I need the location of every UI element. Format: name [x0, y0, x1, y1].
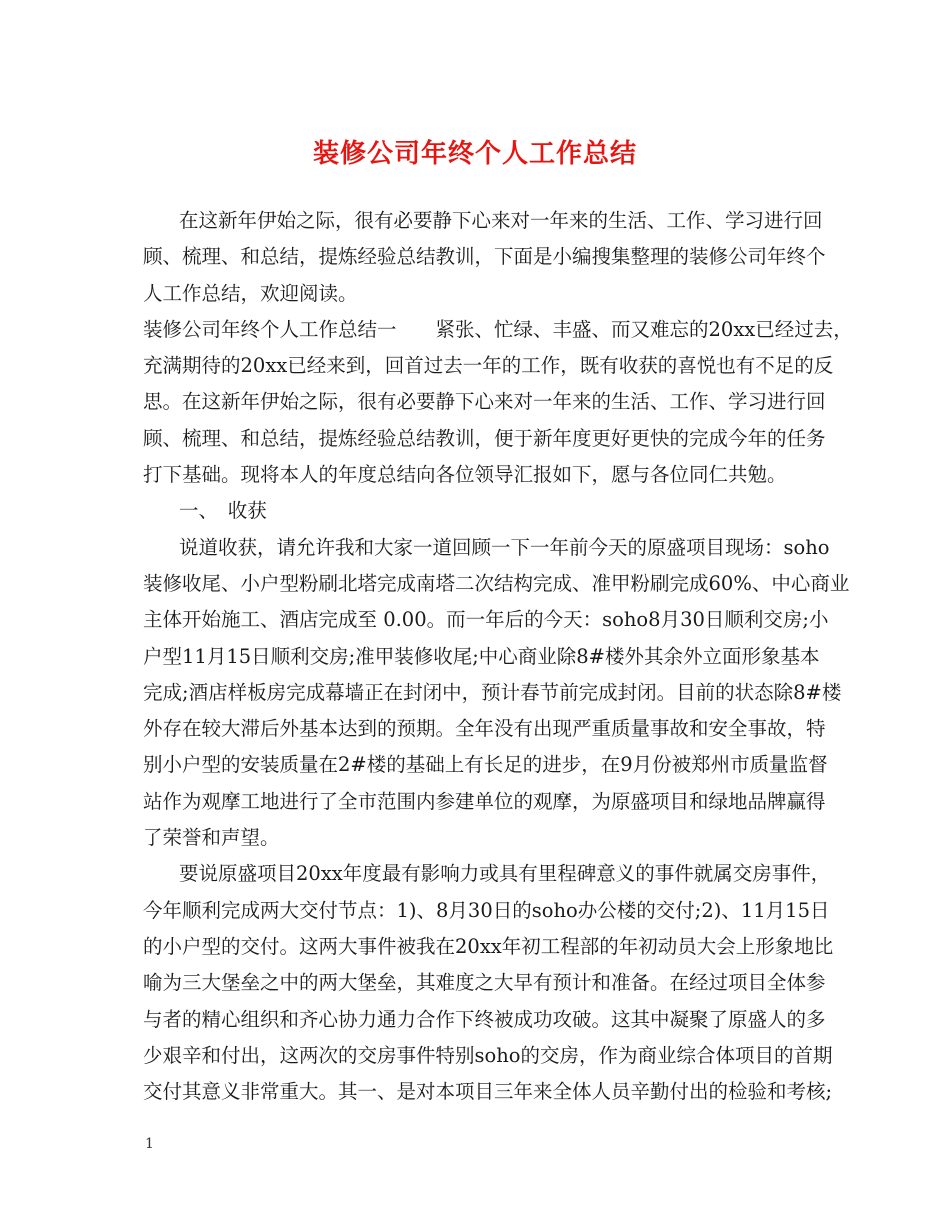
- text-line: 打下基础。现将本人的年度总结向各位领导汇报如下，愿与各位同仁共勉。: [143, 463, 787, 487]
- text-line: 与者的精心组织和齐心协力通力合作下终被成功攻破。这其中凝聚了原盛人的多: [143, 1007, 826, 1031]
- text-line: 装修公司年终个人工作总结一 紧张、忙绿、丰盛、而又难忘的20xx已经过去，: [143, 317, 853, 341]
- text-line: 交付其意义非常重大。其一、是对本项目三年来全体人员辛勤付出的检验和考核;: [143, 1080, 833, 1104]
- text-line: 主体开始施工、酒店完成至 0.00。而一年后的今天：soho8月30日顺利交房;小: [143, 608, 829, 632]
- text-line: 喻为三大堡垒之中的两大堡垒，其难度之大早有预计和准备。在经过项目全体参: [143, 971, 826, 995]
- text-line: 户型11月15日顺利交房;准甲装修收尾;中心商业除8#楼外其余外立面形象基本: [143, 644, 820, 668]
- text-line: 在这新年伊始之际，很有必要静下心来对一年来的生活、工作、学习进行回: [179, 209, 823, 232]
- document-title: 装修公司年终个人工作总结: [312, 139, 637, 169]
- text-line: 了荣誉和声望。: [143, 826, 280, 850]
- text-line: 少艰辛和付出，这两次的交房事件特别soho的交房，作为商业综合体项目的首期: [143, 1043, 833, 1067]
- document-body: [143, 207, 853, 1114]
- text-line: 要说原盛项目20xx年度最有影响力或具有里程碑意义的事件就属交房事件，: [179, 862, 831, 886]
- page-number: 1: [145, 1136, 154, 1152]
- text-line: 人工作总结，欢迎阅读。: [143, 281, 358, 305]
- text-line: 站作为观摩工地进行了全市范围内参建单位的观摩，为原盛项目和绿地品牌赢得: [143, 789, 826, 813]
- text-line: 思。在这新年伊始之际，很有必要静下心来对一年来的生活、工作、学习进行回: [143, 390, 826, 414]
- text-line: 装修收尾、小户型粉刷北塔完成南塔二次结构完成、准甲粉刷完成60%、中心商业: [143, 571, 850, 595]
- text-line: 一、 收获: [179, 499, 267, 523]
- text-line: 今年顺利完成两大交付节点：1)、8月30日的soho办公楼的交付;2)、11月15日: [143, 898, 830, 922]
- text-line: 顾、梳理、和总结，提炼经验总结教训，下面是小编搜集整理的装修公司年终个: [143, 245, 826, 269]
- text-line: 顾、梳理、和总结，提炼经验总结教训，便于新年度更好更快的完成今年的任务: [143, 426, 826, 450]
- text-line: 说道收获，请允许我和大家一道回顾一下一年前今天的原盛项目现场：soho: [179, 535, 830, 559]
- text-line: 别小户型的安装质量在2#楼的基础上有长足的进步，在9月份被郑州市质量监督: [143, 753, 828, 777]
- text-line: 完成;酒店样板房完成幕墙正在封闭中，预计春节前完成封闭。目前的状态除8#楼: [143, 680, 842, 704]
- text-line: 的小户型的交付。这两大事件被我在20xx年初工程部的年初动员大会上形象地比: [143, 934, 834, 958]
- text-line: 充满期待的20xx已经来到，回首过去一年的工作，既有收获的喜悦也有不足的反: [143, 354, 834, 378]
- text-line: 外存在较大滞后外基本达到的预期。全年没有出现严重质量事故和安全事故，特: [143, 717, 826, 741]
